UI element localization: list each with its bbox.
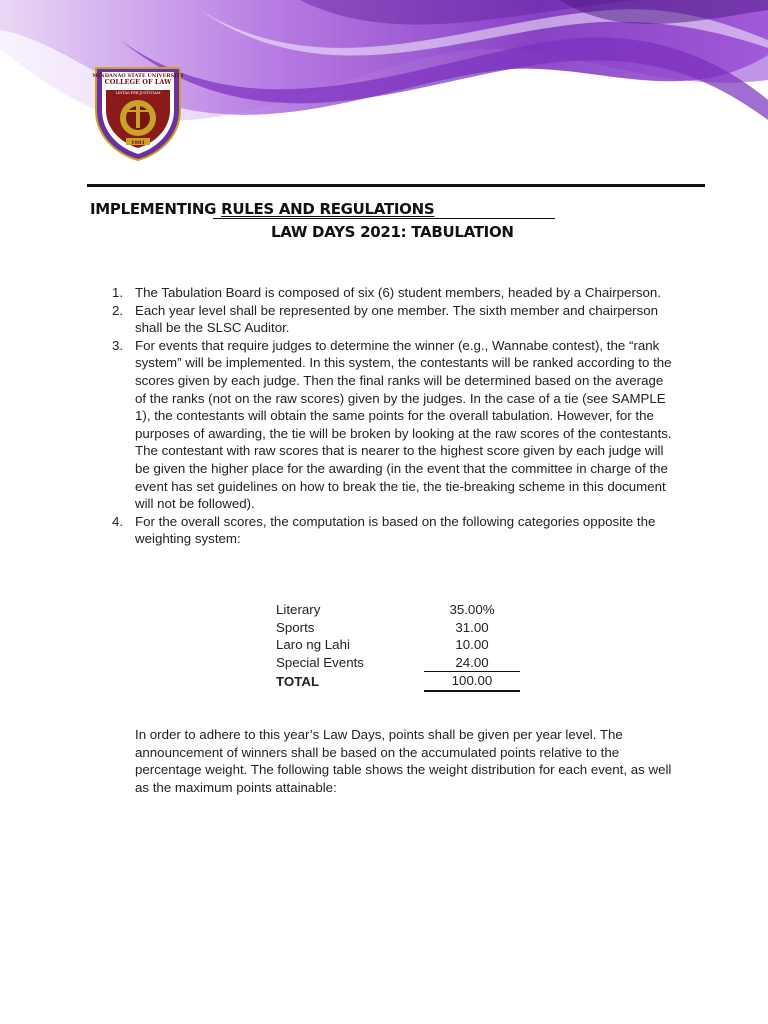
seal-university-text: MINDANAO STATE UNIVERSITY xyxy=(92,73,184,79)
rule-item: 3. For events that require judges to determine the winner (e.g., Wannabe contest), the “rank system” will be implemented. In this system, the contestants will be ranked according to the scores given by each judge. Then the final ranks will be determined based on the average of the ranks (not on the raw scores) given by the judges. In the case of a tie (see SAMPLE 1), the contestants will obtain the same points for the overall tabulation. However, for the purposes of awarding, the tie will be broken by looking at the raw scores of the contestants. The contestant with raw scores that is nearer to the highest score given by each judge will be given the higher place for the awarding (in the event that the committee in charge of the event has set guidelines on how to break the tie, the tie-breaking scheme in this document will not be followed). xyxy=(112,337,672,512)
title-underlined: RULES AND REGULATIONS xyxy=(221,200,435,218)
header-divider xyxy=(87,184,705,187)
seal-year-text: 1981 xyxy=(131,140,145,146)
document-title xyxy=(90,200,434,218)
weights-total-row xyxy=(276,672,520,691)
rule-item: 2. Each year level shall be represented by one member. The sixth member and chairperson shall be the SLSC Auditor. xyxy=(112,302,659,336)
college-seal-logo xyxy=(90,58,186,162)
weights-row xyxy=(276,654,520,672)
weights-table xyxy=(276,601,520,692)
weight-category: Laro ng Lahi xyxy=(276,637,350,653)
rule-text: The Tabulation Board is composed of six (6) student members, headed by a Chairperson. xyxy=(135,285,662,300)
rule-item: 4. For the overall scores, the computation is based on the following categories opposite the weighting system: xyxy=(112,513,656,547)
weights-row xyxy=(276,636,520,654)
rule-text: For the overall scores, the computation is based on the following categories opposite the weighting system: xyxy=(135,513,656,547)
weights-row xyxy=(276,619,520,637)
weight-value: 24.00 xyxy=(424,654,520,672)
closing-paragraph: In order to adhere to this year’s Law Days, points shall be given per year level. The announcement of winners shall be based on the accumulated points relative to the percentage weight. The following table shows the weight distribution for each event, as well as the maximum points attainable: xyxy=(135,727,672,795)
weight-value: 31.00 xyxy=(455,619,489,635)
document-subtitle: LAW DAYS 2021: TABULATION xyxy=(271,223,514,241)
title-prefix: IMPLEMENTING xyxy=(90,200,217,218)
seal-motto-text: LINTAS PER JUSTITIAM xyxy=(115,91,161,95)
total-value: 100.00 xyxy=(424,672,520,691)
seal-college-text: COLLEGE OF LAW xyxy=(104,78,172,86)
rule-item: 1. The Tabulation Board is composed of six (6) student members, headed by a Chairperson. xyxy=(112,285,662,300)
weight-category: Special Events xyxy=(276,655,364,671)
weight-category: Literary xyxy=(276,602,321,617)
rule-text: For events that require judges to determine the winner (e.g., Wannabe contest), the “rank system” will be implemented. In this system, the contestants will be ranked according to the scores given by each judge. Then the final ranks will be determined based on the average of the ranks (not on the raw scores) given by the judges. In the case of a tie (see SAMPLE 1), the contestants will obtain the same points for the overall tabulation. However, for the purposes of awarding, the tie will be broken by looking at the raw scores of the contestants. The contestant with raw scores that is nearer to the highest score given by each judge will be given the higher place for the awarding (in the event that the committee in charge of the event has set guidelines on how to break the tie, the tie-breaking scheme in this document will not be followed). xyxy=(135,337,672,512)
weight-value: 10.00 xyxy=(455,637,489,653)
weight-category: Sports xyxy=(276,619,315,635)
title-underline-rule xyxy=(213,218,555,219)
weight-value: 35.00% xyxy=(449,602,495,617)
weights-row xyxy=(276,601,520,619)
total-label: TOTAL xyxy=(276,673,320,689)
rule-text: Each year level shall be represented by one member. The sixth member and chairperson shall be the SLSC Auditor. xyxy=(135,302,659,336)
rules-list xyxy=(112,284,677,548)
